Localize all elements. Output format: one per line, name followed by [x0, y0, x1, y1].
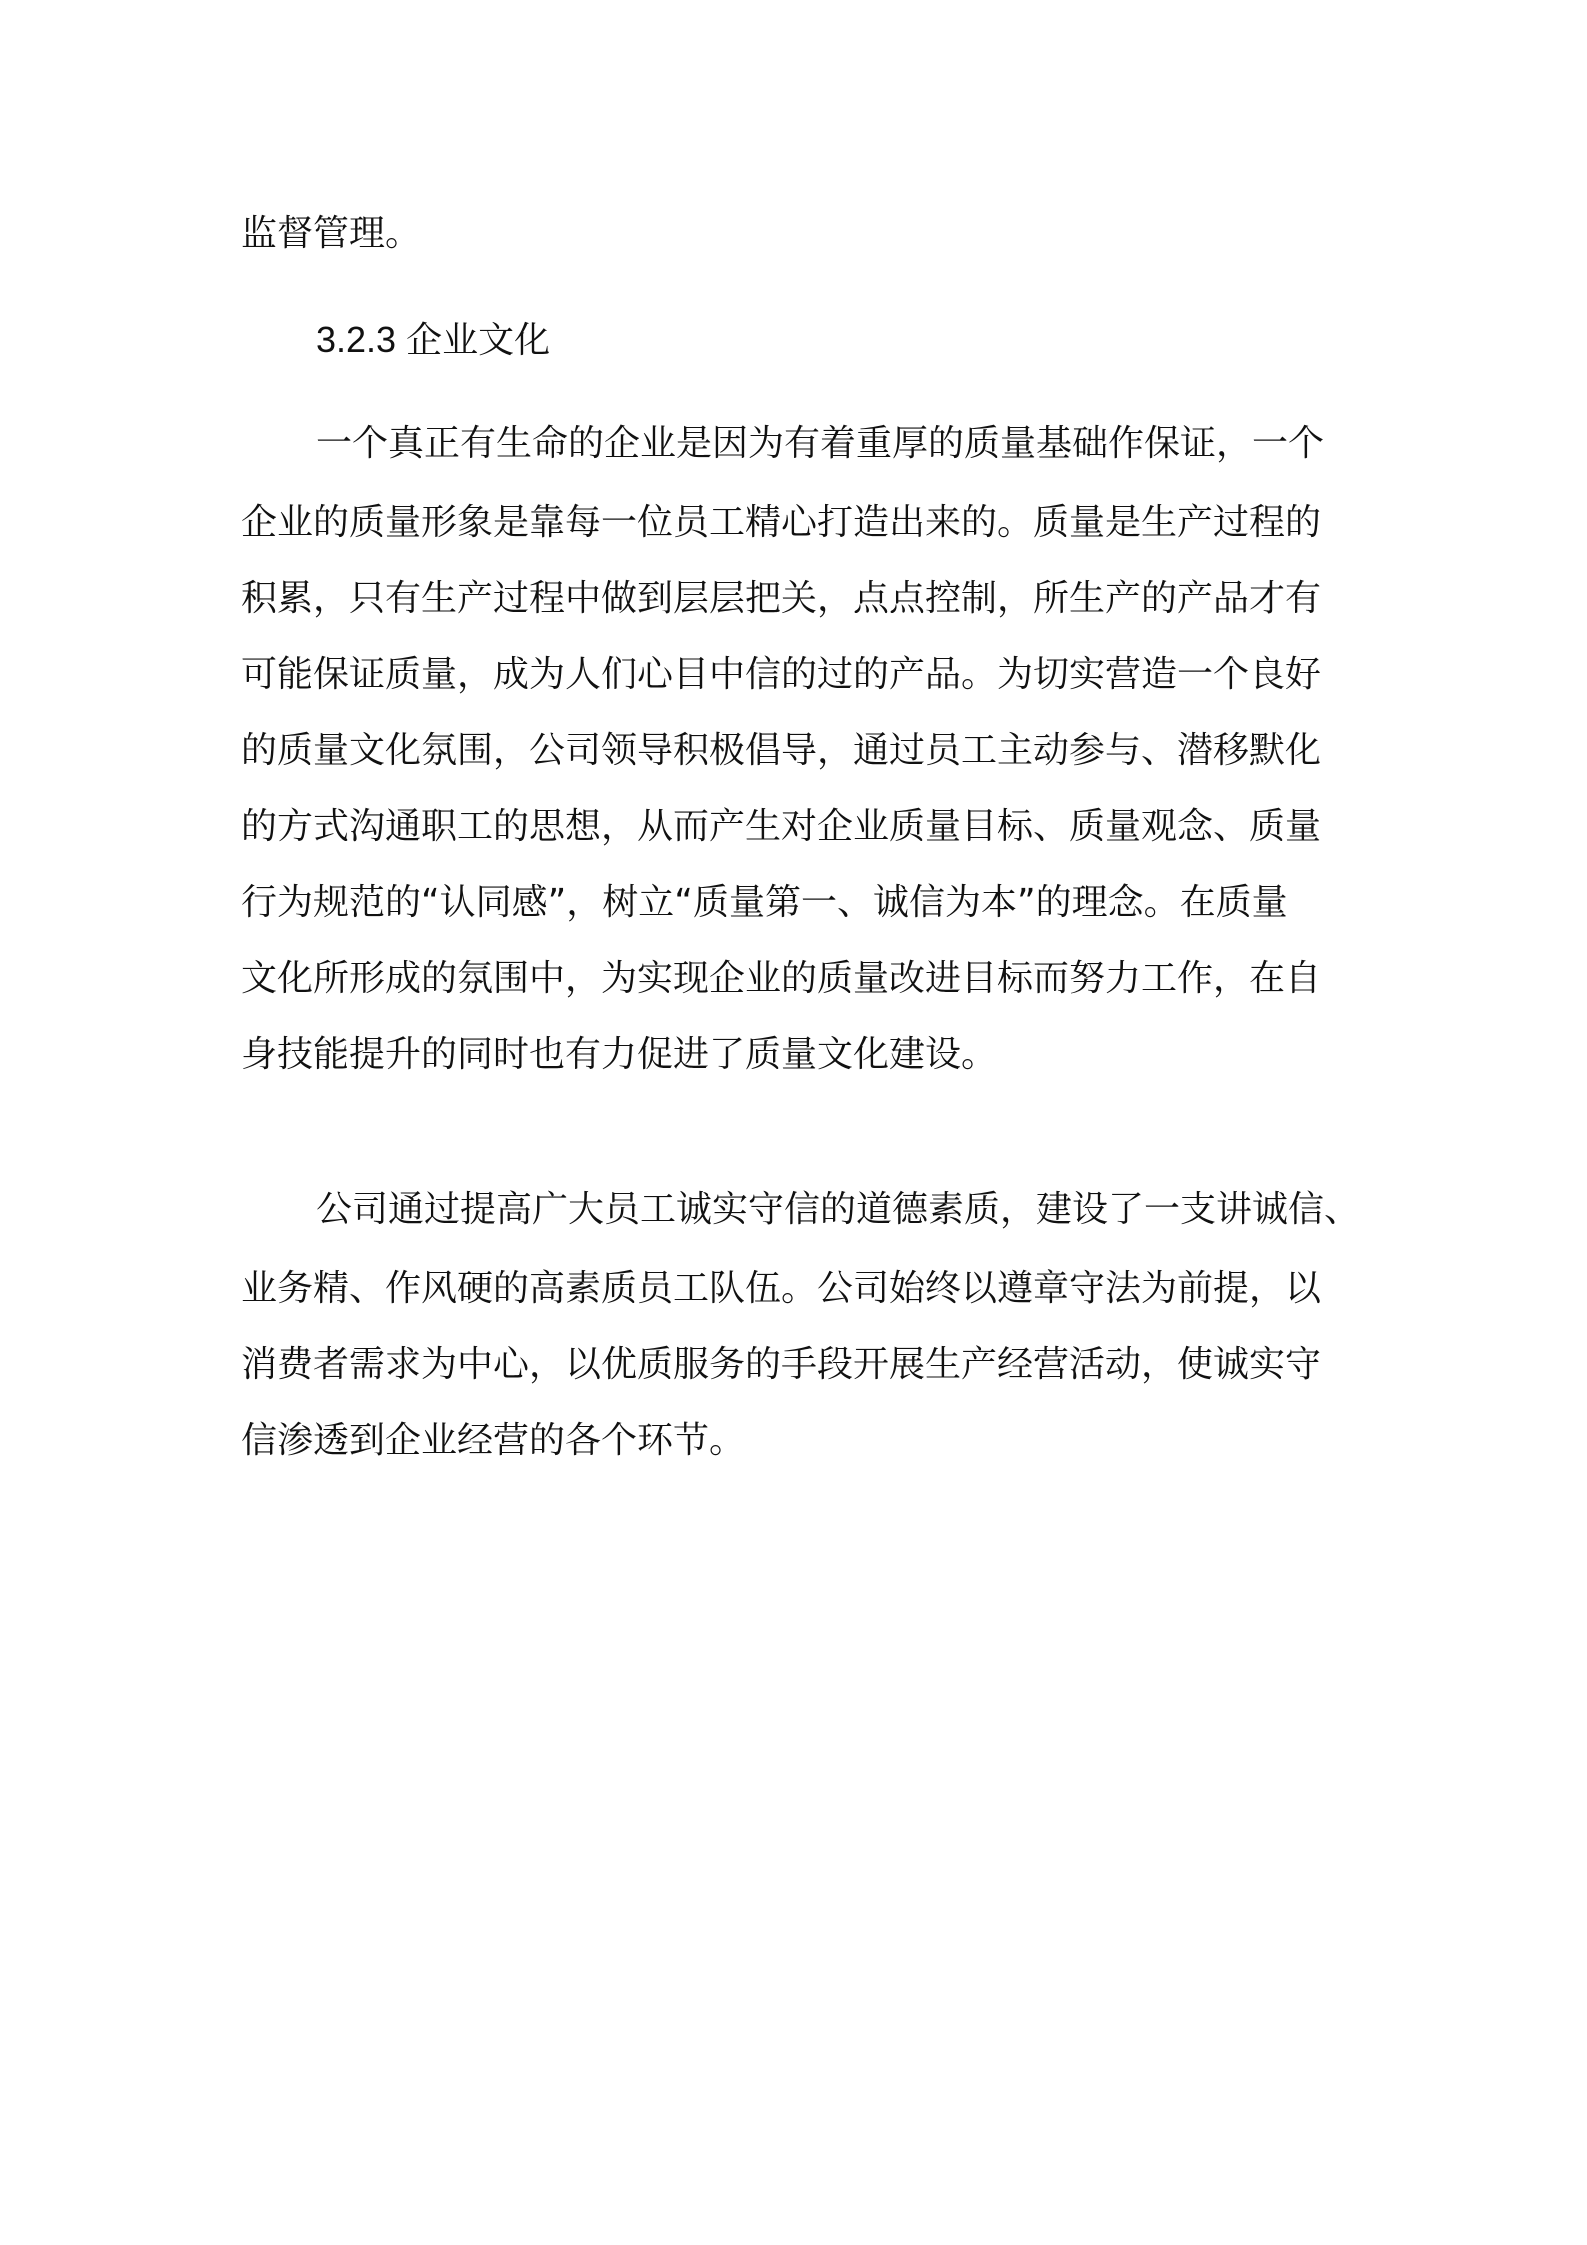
- paragraph-line: 一个真正有生命的企业是因为有着重厚的质量基础作保证，一个: [316, 423, 1325, 464]
- paragraph-line: 积累，只有生产过程中做到层层把关，点点控制，所生产的产品才有: [241, 578, 1322, 619]
- paragraph-line: 公司通过提高广大员工诚实守信的道德素质，建设了一支讲诚信、: [316, 1189, 1361, 1230]
- paragraph-line: 业务精、作风硬的高素质员工队伍。公司始终以遵章守法为前提，以: [241, 1268, 1322, 1309]
- paragraph-line: 企业的质量形象是靠每一位员工精心打造出来的。质量是生产过程的: [241, 502, 1322, 543]
- paragraph-line: 行为规范的“认同感”，树立“质量第一、诚信为本”的理念。在质量: [241, 882, 1288, 923]
- paragraph-line: 身技能提升的同时也有力促进了质量文化建设。: [241, 1034, 998, 1075]
- paragraph-line: 的方式沟通职工的思想，从而产生对企业质量目标、质量观念、质量: [241, 806, 1322, 847]
- paragraph-line: 信渗透到企业经营的各个环节。: [241, 1420, 746, 1461]
- paragraph-line: 可能保证质量，成为人们心目中信的过的产品。为切实营造一个良好: [241, 654, 1322, 695]
- paragraph-line: 消费者需求为中心，以优质服务的手段开展生产经营活动，使诚实守: [241, 1344, 1322, 1385]
- paragraph-line: 的质量文化氛围，公司领导积极倡导，通过员工主动参与、潜移默化: [241, 730, 1322, 771]
- paragraph-line: 文化所形成的氛围中，为实现企业的质量改进目标而努力工作，在自: [241, 958, 1322, 999]
- section-heading: 3.2.3 企业文化: [316, 319, 551, 360]
- paragraph-tail-line: 监督管理。: [241, 213, 422, 254]
